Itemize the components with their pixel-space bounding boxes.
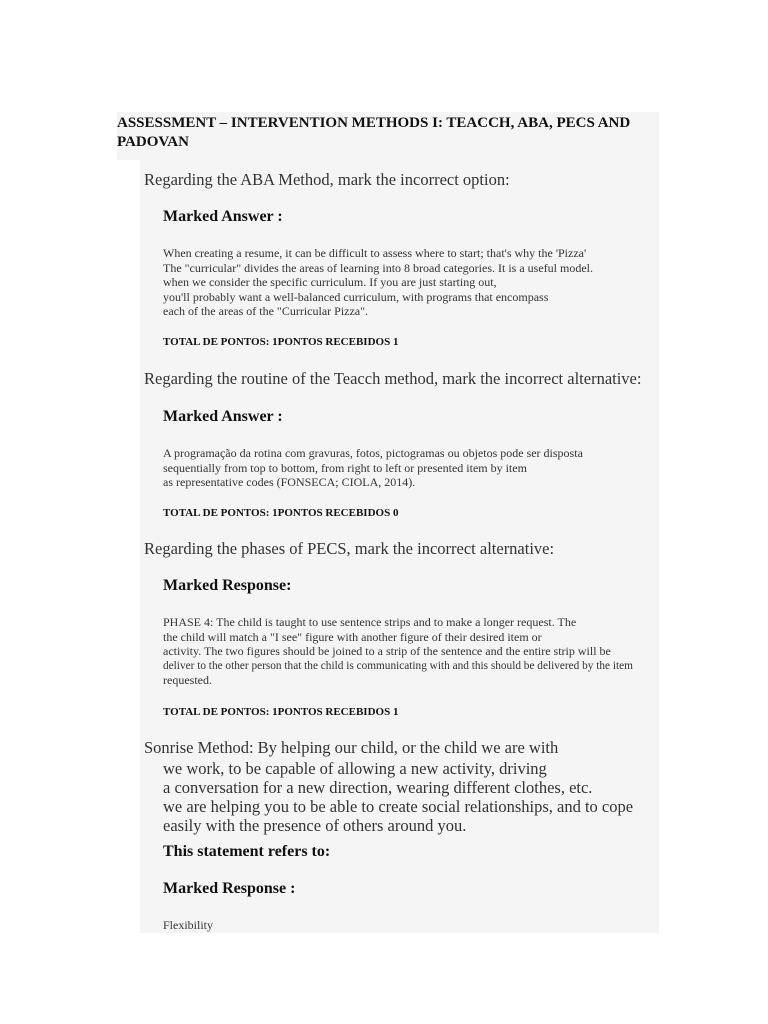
question-3-answer-label: Marked Response:: [163, 577, 292, 594]
answer-line: you'll probably want a well-balanced curriculum, with programs that encompass: [163, 289, 549, 304]
question-2-text: Regarding the routine of the Teacch method, mark the incorrect alternative:: [144, 369, 642, 388]
answer-line: The "curricular" divides the areas of learning into 8 broad categories. It is a useful model.: [163, 260, 593, 275]
answer-line: A programação da rotina com gravuras, fotos, pictogramas ou objetos pode ser disposta: [163, 446, 583, 460]
page-title-line-1: ASSESSMENT – INTERVENTION METHODS I: TEACCH, ABA, PECS AND: [117, 115, 631, 131]
question-4-prompt: This statement refers to:: [163, 843, 331, 860]
answer-line: each of the areas of the "Curricular Pizza".: [163, 304, 369, 319]
question-4-line: we work, to be capable of allowing a new activity, driving: [163, 759, 547, 778]
question-4-answer-label: Marked Response :: [163, 880, 296, 897]
question-1: [142, 170, 510, 191]
question-2-total: TOTAL DE PONTOS: 1PONTOS RECEBIDOS 0: [163, 507, 399, 519]
question-4-answer: Flexibility: [163, 918, 214, 932]
answer-line: as representative codes (FONSECA; CIOLA, 2014).: [163, 475, 416, 490]
answer-line: when we consider the specific curriculum. If you are just starting out,: [163, 275, 497, 290]
question-4-line: Sonrise Method: By helping our child, or the child we are with: [144, 738, 559, 757]
question-3-text: Regarding the phases of PECS, mark the incorrect alternative:: [144, 539, 555, 558]
question-1-answer-label: Marked Answer :: [163, 208, 283, 225]
answer-line: sequentially from top to bottom, from right to left or presented item by item: [163, 460, 527, 475]
answer-line: PHASE 4: The child is taught to use sentence strips and to make a longer request. The: [163, 615, 577, 629]
page-title-line-2: PADOVAN: [117, 134, 189, 150]
question-2-answer-label: Marked Answer :: [163, 408, 283, 425]
question-1-answer: [163, 246, 593, 319]
question-1-total: TOTAL DE PONTOS: 1PONTOS RECEBIDOS 1: [163, 336, 399, 348]
question-1-text: Regarding the ABA Method, mark the incorrect option:: [144, 170, 510, 189]
question-2-answer: [163, 446, 583, 490]
page-title: [117, 114, 630, 152]
question-4-line: we are helping you to be able to create social relationships, and to cope: [163, 797, 634, 816]
question-4: [142, 738, 633, 835]
answer-line: the child will match a "I see" figure with another figure of their desired item or: [163, 629, 542, 644]
answer-line: When creating a resume, it can be difficult to assess where to start; that's why the 'Pizza': [163, 246, 587, 260]
answer-line: deliver to the other person that the child is communicating with and this should be delivered by the item: [163, 659, 633, 672]
question-2: [142, 369, 641, 390]
question-3: [142, 539, 554, 560]
question-4-line: a conversation for a new direction, wearing different clothes, etc.: [163, 778, 593, 797]
question-3-answer: [163, 615, 633, 688]
answer-line: requested.: [163, 673, 212, 688]
answer-line: activity. The two figures should be joined to a strip of the sentence and the entire strip will be: [163, 644, 611, 659]
question-3-total: TOTAL DE PONTOS: 1PONTOS RECEBIDOS 1: [163, 706, 399, 718]
question-4-line: easily with the presence of others around you.: [163, 816, 467, 835]
